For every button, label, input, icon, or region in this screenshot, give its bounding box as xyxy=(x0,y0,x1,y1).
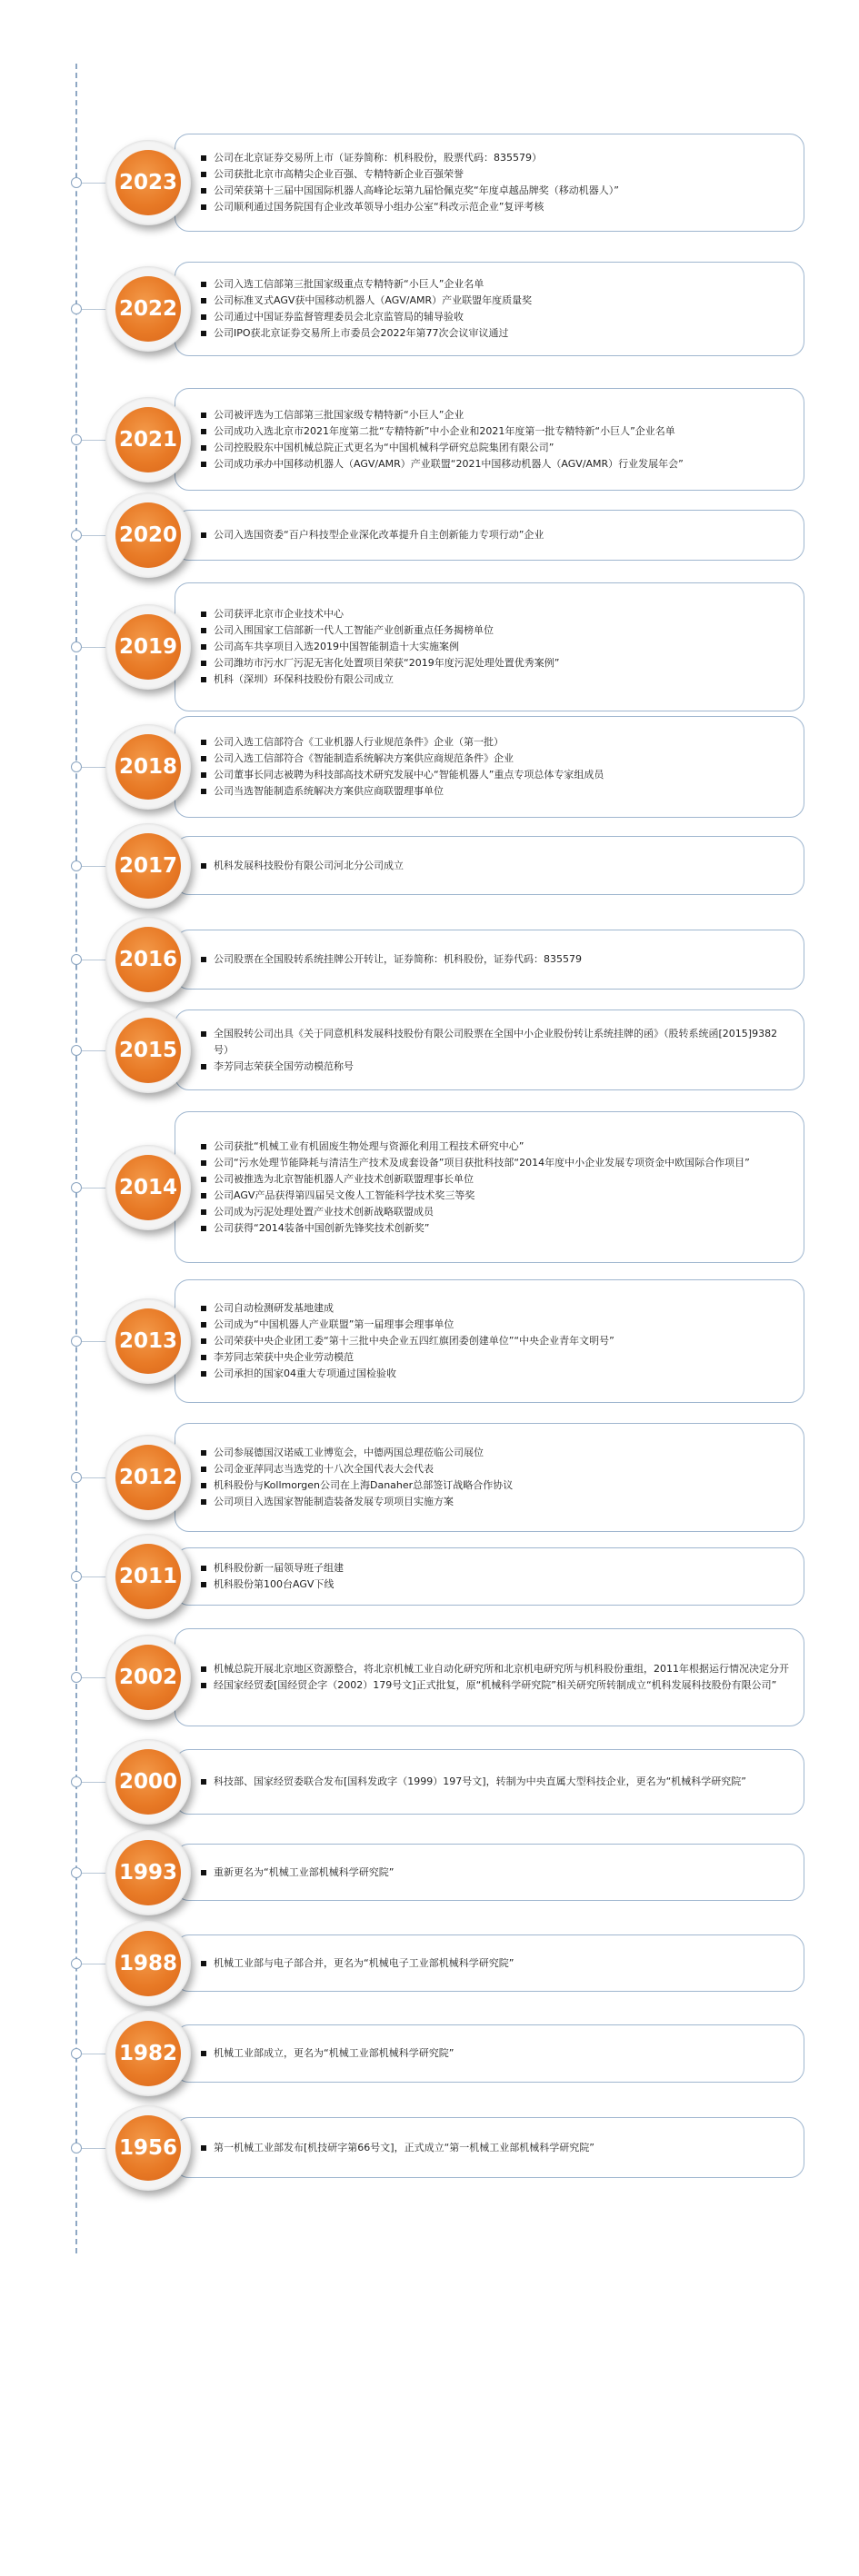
year-label: 2000 xyxy=(115,1749,181,1815)
year-badge xyxy=(105,917,191,1002)
event-card-2020 xyxy=(175,510,804,561)
event-item: 机科发展科技股份有限公司河北分公司成立 xyxy=(201,858,791,874)
event-item: 机科股份新一届领导班子组建 xyxy=(201,1560,791,1576)
event-item: 公司成功入选北京市2021年度第二批“专精特新”中小企业和2021年度第一批专精特新“小巨人”企业名单 xyxy=(201,423,791,440)
timeline-node-2012 xyxy=(71,1472,82,1483)
event-card-2013 xyxy=(175,1279,804,1403)
event-item: 公司入选国资委“百户科技型企业深化改革提升自主创新能力专项行动”企业 xyxy=(201,527,791,543)
event-item: 公司控股股东中国机械总院正式更名为“中国机械科学研究总院集团有限公司” xyxy=(201,440,791,456)
event-item: 机械总院开展北京地区资源整合，将北京机械工业自动化研究所和北京机电研究所与机科股份重组，2011年根据运行情况决定分开 xyxy=(201,1661,791,1677)
year-badge xyxy=(105,1298,191,1384)
year-badge xyxy=(105,2011,191,2096)
year-label: 2011 xyxy=(115,1544,181,1609)
event-item: 李芳同志荣获中央企业劳动模范 xyxy=(201,1349,791,1366)
event-card-2018 xyxy=(175,716,804,818)
event-item: 公司自动检测研发基地建成 xyxy=(201,1300,791,1317)
event-item: 公司入选工信部符合《工业机器人行业规范条件》企业（第一批） xyxy=(201,734,791,751)
event-item: 机科（深圳）环保科技股份有限公司成立 xyxy=(201,671,791,688)
event-item: 公司获批北京市高精尖企业百强、专精特新企业百强荣誉 xyxy=(201,166,791,183)
timeline-node-2022 xyxy=(71,303,82,314)
timeline-node-2017 xyxy=(71,860,82,871)
event-item: 公司标准叉式AGV获中国移动机器人（AGV/AMR）产业联盟年度质量奖 xyxy=(201,293,791,309)
year-label: 2014 xyxy=(115,1155,181,1220)
event-card-2011 xyxy=(175,1547,804,1606)
year-badge xyxy=(105,266,191,352)
event-item: 公司潍坊市污水厂污泥无害化处置项目荣获“2019年度污泥处理处置优秀案例” xyxy=(201,655,791,671)
year-badge xyxy=(105,724,191,810)
event-card-2000 xyxy=(175,1749,804,1815)
year-badge xyxy=(105,1008,191,1093)
event-item: 公司金亚萍同志当选党的十八次全国代表大会代表 xyxy=(201,1461,791,1477)
event-card-2014 xyxy=(175,1111,804,1263)
event-item: 公司荣获中央企业团工委“第十三批中央企业五四红旗团委创建单位”“中央企业青年文明号” xyxy=(201,1333,791,1349)
year-label: 2017 xyxy=(115,833,181,899)
event-item: 公司获批“机械工业有机固废生物处理与资源化利用工程技术研究中心” xyxy=(201,1139,791,1155)
event-item: 公司通过中国证券监督管理委员会北京监管局的辅导验收 xyxy=(201,309,791,325)
timeline-node-1982 xyxy=(71,2048,82,2059)
timeline-node-2014 xyxy=(71,1182,82,1193)
year-label: 2002 xyxy=(115,1645,181,1710)
event-item: 第一机械工业部发布[机技研字第66号文]，正式成立“第一机械工业部机械科学研究院” xyxy=(201,2140,791,2156)
year-label: 2021 xyxy=(115,407,181,472)
event-item: 公司入选工信部符合《智能制造系统解决方案供应商规范条件》企业 xyxy=(201,751,791,767)
event-item: 公司顺利通过国务院国有企业改革领导小组办公室“科改示范企业”复评考核 xyxy=(201,199,791,215)
event-item: 公司在北京证券交易所上市（证券简称：机科股份，股票代码：835579） xyxy=(201,150,791,166)
event-item: 公司成为污泥处理处置产业技术创新战略联盟成员 xyxy=(201,1204,791,1220)
event-item: 重新更名为“机械工业部机械科学研究院” xyxy=(201,1865,791,1881)
event-item: 经国家经贸委[国经贸企字（2002）179号文]正式批复，原“机械科学研究院”相关研究所转制成立“机科发展科技股份有限公司” xyxy=(201,1677,791,1694)
event-item: 科技部、国家经贸委联合发布[国科发政字（1999）197号文]，转制为中央直属大型科技企业，更名为“机械科学研究院” xyxy=(201,1774,791,1790)
year-badge xyxy=(105,1635,191,1720)
event-item: 公司参展德国汉诺威工业博览会，中德两国总理莅临公司展位 xyxy=(201,1445,791,1461)
year-badge xyxy=(105,492,191,578)
event-card-2016 xyxy=(175,930,804,990)
year-label: 1956 xyxy=(115,2115,181,2181)
event-card-1982 xyxy=(175,2024,804,2083)
year-label: 2019 xyxy=(115,614,181,680)
event-item: 机科股份第100台AGV下线 xyxy=(201,1576,791,1593)
event-item: 公司荣获第十三届中国国际机器人高峰论坛第九届恰佩克奖“年度卓越品牌奖（移动机器人）” xyxy=(201,183,791,199)
event-item: 公司股票在全国股转系统挂牌公开转让，证券简称：机科股份，证券代码：835579 xyxy=(201,951,791,968)
timeline-node-2002 xyxy=(71,1672,82,1683)
event-item: 公司被评选为工信部第三批国家级专精特新“小巨人”企业 xyxy=(201,407,791,423)
timeline-node-2015 xyxy=(71,1045,82,1056)
year-badge xyxy=(105,823,191,909)
timeline-node-1993 xyxy=(71,1867,82,1878)
timeline-node-2021 xyxy=(71,434,82,445)
event-card-2002 xyxy=(175,1628,804,1726)
event-item: 公司当选智能制造系统解决方案供应商联盟理事单位 xyxy=(201,783,791,800)
year-badge xyxy=(105,1921,191,2006)
year-badge xyxy=(105,1739,191,1825)
event-item: 全国股转公司出具《关于同意机科发展科技股份有限公司股票在全国中小企业股份转让系统挂牌的函》（股转系统函[2015]9382号） xyxy=(201,1026,791,1059)
year-label: 2015 xyxy=(115,1018,181,1083)
event-card-1956 xyxy=(175,2117,804,2178)
timeline-node-1988 xyxy=(71,1958,82,1969)
event-item: 公司承担的国家04重大专项通过国检验收 xyxy=(201,1366,791,1382)
timeline-node-2016 xyxy=(71,954,82,965)
timeline-node-1956 xyxy=(71,2143,82,2153)
year-badge xyxy=(105,1830,191,1915)
year-badge xyxy=(105,1145,191,1230)
event-item: 机科股份与Kollmorgen公司在上海Danaher总部签订战略合作协议 xyxy=(201,1477,791,1494)
timeline-node-2019 xyxy=(71,642,82,652)
event-card-2019 xyxy=(175,582,804,711)
event-card-2022 xyxy=(175,262,804,356)
timeline-node-2011 xyxy=(71,1571,82,1582)
event-item: 机械工业部成立，更名为“机械工业部机械科学研究院” xyxy=(201,2045,791,2062)
timeline-node-2018 xyxy=(71,761,82,772)
event-item: 公司“污水处理节能降耗与清洁生产技术及成套设备”项目获批科技部“2014年度中小企业发展专项资金中欧国际合作项目” xyxy=(201,1155,791,1171)
event-item: 公司入围国家工信部新一代人工智能产业创新重点任务揭榜单位 xyxy=(201,622,791,639)
year-badge xyxy=(105,2105,191,2191)
event-item: 公司被推选为北京智能机器人产业技术创新联盟理事长单位 xyxy=(201,1171,791,1188)
year-badge xyxy=(105,397,191,482)
year-label: 2018 xyxy=(115,734,181,800)
event-card-2012 xyxy=(175,1423,804,1532)
event-card-2021 xyxy=(175,388,804,491)
event-item: 公司成功承办中国移动机器人（AGV/AMR）产业联盟“2021中国移动机器人（AGV/AMR）行业发展年会” xyxy=(201,456,791,472)
year-label: 2012 xyxy=(115,1445,181,1510)
timeline-node-2013 xyxy=(71,1336,82,1347)
event-item: 公司获得“2014装备中国创新先锋奖技术创新奖” xyxy=(201,1220,791,1237)
year-label: 1993 xyxy=(115,1840,181,1905)
timeline-node-2023 xyxy=(71,177,82,188)
event-card-1988 xyxy=(175,1934,804,1992)
year-badge xyxy=(105,604,191,690)
event-card-2015 xyxy=(175,1010,804,1090)
event-item: 机械工业部与电子部合并，更名为“机械电子工业部机械科学研究院” xyxy=(201,1955,791,1972)
year-label: 2016 xyxy=(115,927,181,992)
event-item: 公司入选工信部第三批国家级重点专精特新“小巨人”企业名单 xyxy=(201,276,791,293)
event-item: 公司董事长同志被聘为科技部高技术研究发展中心“智能机器人”重点专项总体专家组成员 xyxy=(201,767,791,783)
year-label: 1988 xyxy=(115,1931,181,1996)
event-item: 公司高车共享项目入选2019中国智能制造十大实施案例 xyxy=(201,639,791,655)
year-badge xyxy=(105,1435,191,1520)
event-item: 公司成为“中国机器人产业联盟”第一届理事会理事单位 xyxy=(201,1317,791,1333)
year-label: 2023 xyxy=(115,150,181,215)
event-card-2023 xyxy=(175,134,804,232)
event-item: 公司IPO获北京证券交易所上市委员会2022年第77次会议审议通过 xyxy=(201,325,791,342)
year-badge xyxy=(105,1534,191,1619)
year-label: 2022 xyxy=(115,276,181,342)
year-label: 2020 xyxy=(115,502,181,568)
event-card-1993 xyxy=(175,1844,804,1901)
year-label: 2013 xyxy=(115,1308,181,1374)
event-item: 公司项目入选国家智能制造装备发展专项项目实施方案 xyxy=(201,1494,791,1510)
event-item: 李芳同志荣获全国劳动模范称号 xyxy=(201,1059,791,1075)
year-label: 1982 xyxy=(115,2021,181,2086)
timeline-node-2000 xyxy=(71,1776,82,1787)
timeline-axis xyxy=(75,64,77,2253)
timeline-node-2020 xyxy=(71,530,82,541)
event-item: 公司AGV产品获得第四届吴文俊人工智能科学技术奖三等奖 xyxy=(201,1188,791,1204)
event-item: 公司获评北京市企业技术中心 xyxy=(201,606,791,622)
year-badge xyxy=(105,140,191,225)
event-card-2017 xyxy=(175,836,804,895)
